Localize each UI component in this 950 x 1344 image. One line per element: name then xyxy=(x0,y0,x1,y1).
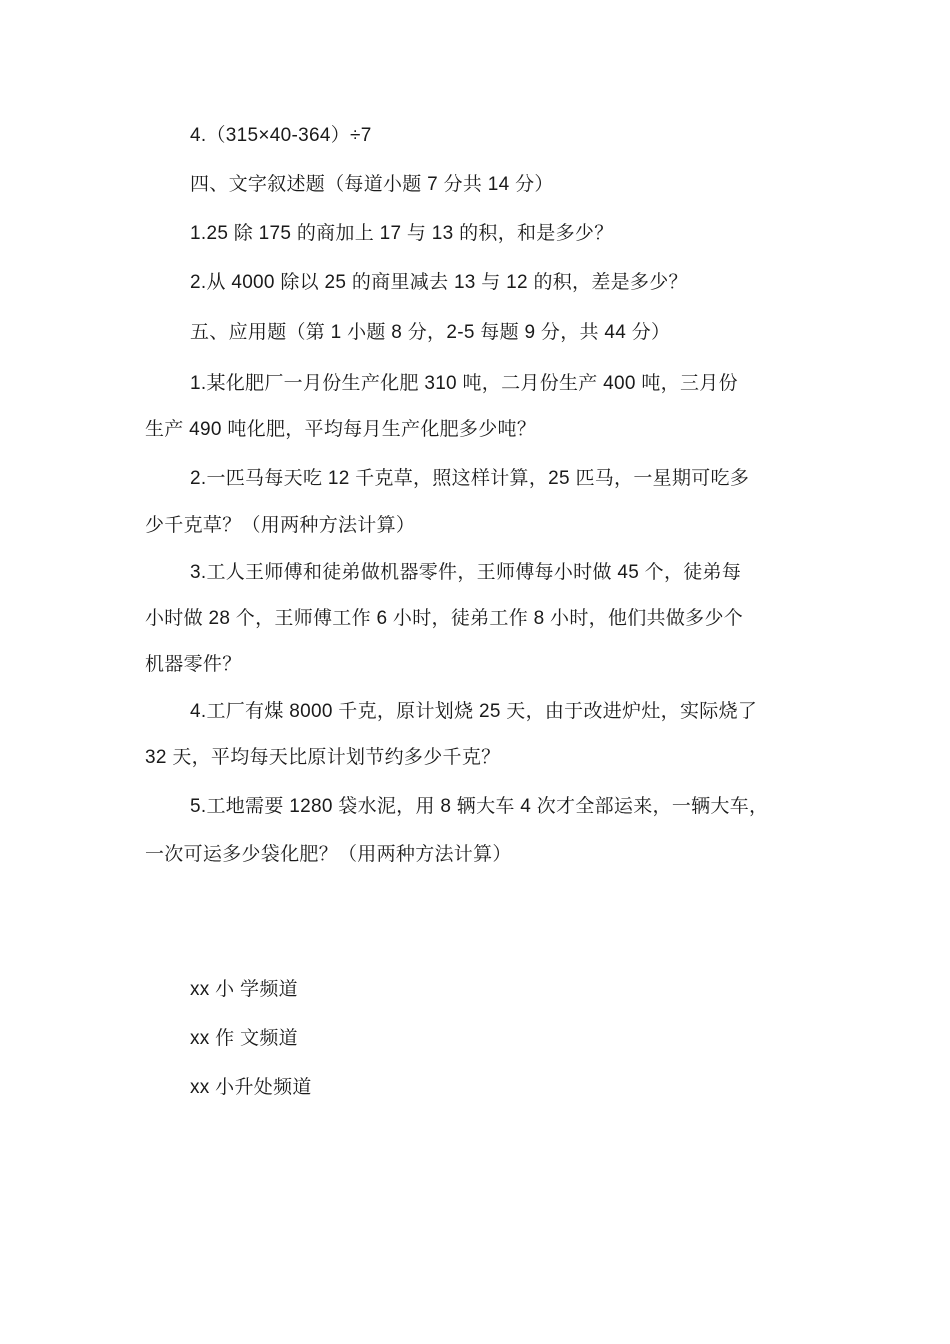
problem-5-line-2: 一次可运多少袋化肥？（用两种方法计算） xyxy=(145,844,512,865)
link-primary-school-channel[interactable]: xx 小 学频道 xyxy=(190,979,298,1000)
problem-3-line-2: 小时做 28 个，王师傅工作 6 小时，徒弟工作 8 小时，他们共做多少个 xyxy=(145,608,744,629)
problem-4-line-1: 4.工厂有煤 8000 千克，原计划烧 25 天，由于改进炉灶，实际烧了 xyxy=(190,701,758,722)
problem-2-line-1: 2.一匹马每天吃 12 千克草，照这样计算，25 匹马，一星期可吃多 xyxy=(190,468,750,489)
problem-4-line-2: 32 天，平均每天比原计划节约多少千克？ xyxy=(145,747,501,768)
calc-item-4: 4.（315×40-364）÷7 xyxy=(190,125,372,146)
section-4-item-2: 2.从 4000 除以 25 的商里减去 13 与 12 的积，差是多少？ xyxy=(190,272,688,293)
problem-5-line-1: 5.工地需要 1280 袋水泥，用 8 辆大车 4 次才全部运来，一辆大车， xyxy=(190,796,769,817)
problem-2-line-2: 少千克草？（用两种方法计算） xyxy=(145,515,416,536)
link-composition-channel[interactable]: xx 作 文频道 xyxy=(190,1028,298,1049)
problem-3-line-1: 3.工人王师傅和徒弟做机器零件，王师傅每小时做 45 个，徒弟每 xyxy=(190,562,742,583)
problem-1-line-2: 生产 490 吨化肥，平均每月生产化肥多少吨？ xyxy=(145,419,537,440)
problem-3-line-3: 机器零件？ xyxy=(145,654,242,675)
section-4-heading: 四、文字叙述题（每道小题 7 分共 14 分） xyxy=(190,174,554,195)
link-middle-school-entrance-channel[interactable]: xx 小升处频道 xyxy=(190,1077,312,1098)
section-4-item-1: 1.25 除 175 的商加上 17 与 13 的积，和是多少？ xyxy=(190,223,614,244)
problem-1-line-1: 1.某化肥厂一月份生产化肥 310 吨，二月份生产 400 吨，三月份 xyxy=(190,373,738,394)
section-5-heading: 五、应用题（第 1 小题 8 分，2-5 每题 9 分，共 44 分） xyxy=(190,322,671,343)
